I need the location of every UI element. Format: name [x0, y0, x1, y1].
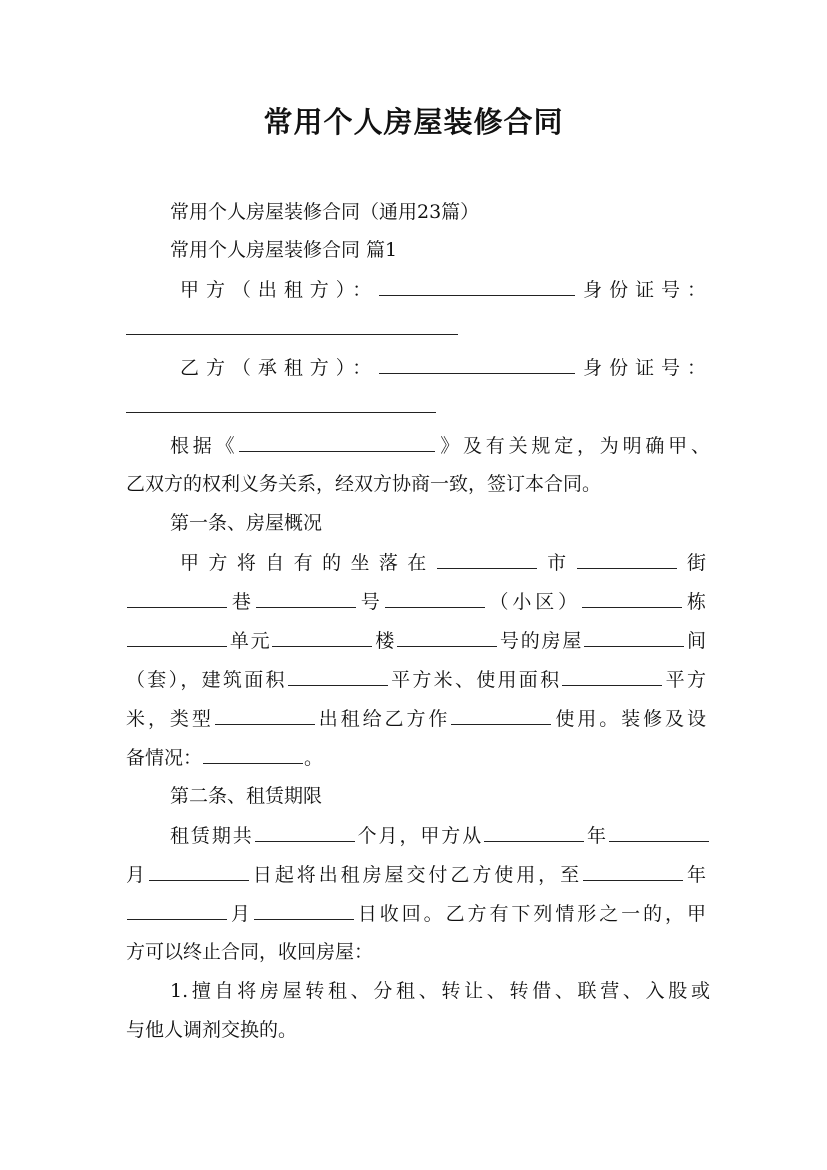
article-2-line-2 [126, 860, 706, 888]
party-b-id-label: 身份证号： [576, 357, 706, 379]
fill-blank [254, 899, 354, 920]
text-segment: 号 [356, 591, 384, 613]
text-segment: （小区） [485, 591, 582, 613]
text-segment: 号的房屋 [498, 630, 584, 652]
fill-blank [385, 587, 485, 608]
text-segment: 根据《 [170, 435, 239, 457]
text-segment: 栋 [683, 591, 706, 613]
article-1-heading: 第一条、房屋概况 [170, 512, 323, 534]
paragraph-subtitle: 常用个人房屋装修合同（通用23篇） [170, 201, 480, 223]
text-segment: 平方米、使用面积 [388, 669, 562, 691]
fill-blank [203, 743, 303, 764]
clause-1-line-2: 与他人调剂交换的。 [126, 1019, 298, 1041]
law-name-blank [239, 431, 435, 452]
party-b-blank [379, 353, 575, 374]
text-segment: 甲方将自有的坐落在 [180, 552, 436, 574]
article-2-line-3 [126, 899, 706, 927]
text-segment: 出租给乙方作 [315, 708, 451, 730]
party-a-id-blank [126, 322, 458, 335]
article-2-heading: 第二条、租赁期限 [170, 785, 323, 807]
fill-blank [149, 860, 249, 881]
fill-blank [256, 587, 356, 608]
text-segment: 日收回。乙方有下列情形之一的，甲 [354, 903, 706, 925]
text-segment: 市 [537, 552, 576, 574]
party-a-line [180, 275, 706, 303]
text-segment: 米，类型 [126, 708, 214, 730]
text-segment: 年 [585, 825, 608, 847]
paragraph-basis-cont: 乙双方的权利义务关系，经双方协商一致，签订本合同。 [126, 473, 602, 495]
text-segment: 月 [228, 903, 253, 925]
text-segment: 月 [126, 864, 148, 886]
text-segment: 年 [684, 864, 706, 886]
article-1-line-4 [126, 665, 706, 693]
fill-blank [451, 704, 551, 725]
party-a-label: 甲方（出租方）： [180, 279, 379, 301]
text-segment: 巷 [228, 591, 255, 613]
article-2-line-4: 方可以终止合同，收回房屋： [126, 941, 374, 963]
party-b-line [180, 353, 706, 381]
article-1-line-1 [180, 548, 706, 576]
text-segment: 使用。装修及设 [552, 708, 706, 730]
fill-blank [255, 821, 355, 842]
fill-blank [127, 626, 227, 647]
party-a-id-label: 身份证号： [576, 279, 706, 301]
text-segment: 楼 [373, 630, 397, 652]
article-1-line-3 [126, 626, 706, 654]
fill-blank [288, 665, 388, 686]
text-segment: 。 [304, 747, 324, 769]
fill-blank [437, 548, 537, 569]
article-1-line-5 [126, 704, 706, 732]
fill-blank [272, 626, 372, 647]
text-segment: 租赁期共 [170, 825, 254, 847]
text-segment: 街 [677, 552, 706, 574]
fill-blank [582, 587, 682, 608]
fill-blank [484, 821, 584, 842]
clause-1-line-1: 1.擅自将房屋转租、分租、转让、转借、联营、入股或 [170, 980, 710, 1002]
text-segment: 个月，甲方从 [355, 825, 484, 847]
document-title: 常用个人房屋装修合同 [263, 105, 564, 139]
fill-blank [609, 821, 709, 842]
text-segment: 平方 [663, 669, 706, 691]
paragraph-section-heading: 常用个人房屋装修合同 篇1 [170, 239, 398, 261]
text-segment: 单元 [228, 630, 272, 652]
fill-blank [584, 626, 684, 647]
fill-blank [127, 587, 227, 608]
article-2-line-1 [170, 821, 710, 849]
text-segment: 日起将出租房屋交付乙方使用，至 [249, 864, 583, 886]
fill-blank [577, 548, 677, 569]
article-1-line-6 [126, 743, 706, 772]
party-b-label: 乙方（承租方）： [180, 357, 379, 379]
fill-blank [583, 860, 683, 881]
party-a-blank [379, 275, 575, 296]
fill-blank [397, 626, 497, 647]
paragraph-basis [170, 431, 710, 459]
fill-blank [127, 899, 227, 920]
article-1-line-2 [126, 587, 706, 615]
fill-blank [562, 665, 662, 686]
fill-blank [215, 704, 315, 725]
text-segment: （套），建筑面积 [126, 669, 287, 691]
text-segment: 备情况： [126, 747, 203, 769]
party-b-id-blank [126, 400, 436, 413]
text-segment: 》及有关规定，为明确甲、 [436, 435, 710, 457]
text-segment: 间 [685, 630, 706, 652]
